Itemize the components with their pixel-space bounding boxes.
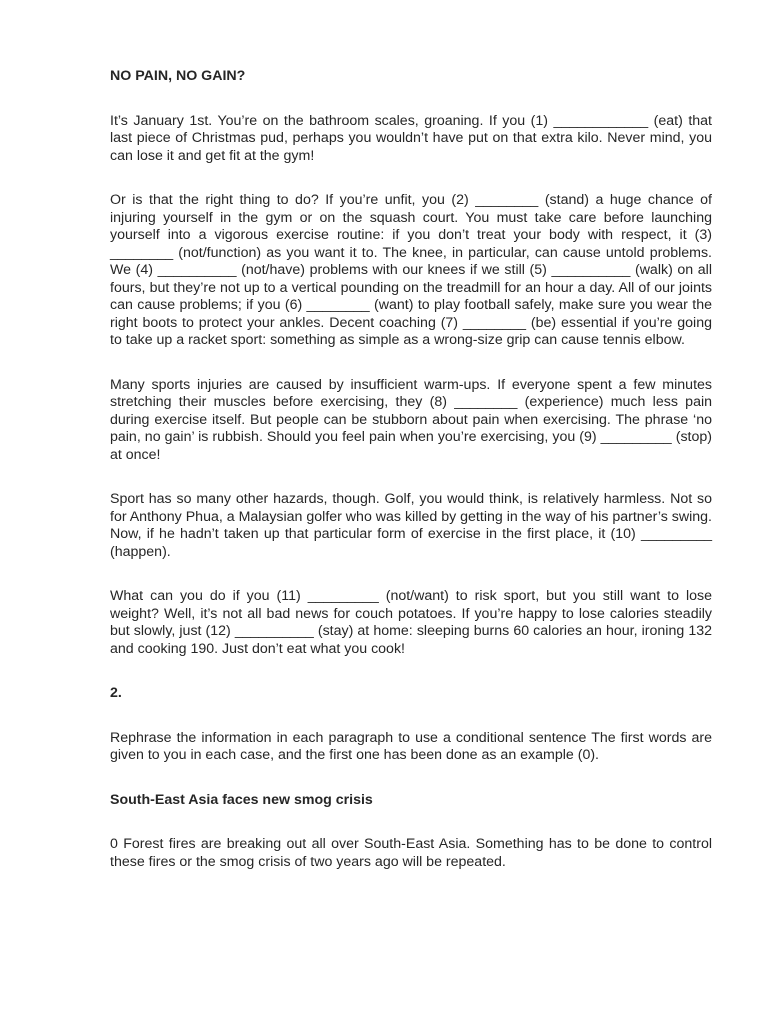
paragraph-1: It’s January 1st. You’re on the bathroom scales, groaning. If you (1) ____________ (eat) that last piece of Christmas pud, perhaps you wouldn’t have put on that extra kilo. Never mind, you can lose it and get fit at the gym! [110,112,712,164]
paragraph-4: Sport has so many other hazards, though. Golf, you would think, is relatively harmless. Not so for Anthony Phua, a Malaysian golfer who was killed by getting in the way of his partner’s swing. Now, if he hadn’t taken up that particular form of exercise in the first place, it (10) _________ (happen). [110,491,712,560]
example-paragraph: 0 Forest fires are breaking out all over South-East Asia. Something has to be done to control these fires or the smog crisis of two years ago will be repeated. [110,836,712,870]
section-subheading: South-East Asia faces new smog crisis [110,791,373,808]
document-content [110,68,712,871]
document-title: NO PAIN, NO GAIN? [110,68,246,84]
paragraph-2: Or is that the right thing to do? If you’re unfit, you (2) ________ (stand) a huge chance of injuring yourself in the gym or on the squash court. You must take care before launching yourself into a vigorous exercise routine: if you don’t treat your body with respect, it (3) ________ (not/function) as you want it to. The knee, in particular, can cause untold problems. We (4) __________ (not/have) problems with our knees if we still (5) __________ (walk) on all fours, but they’re not up to a vertical pounding on the treadmill for an hour a day. All of our joints can cause problems; if you (6) ________ (want) to play football safely, make sure you wear the right boots to protect your ankles. Decent coaching (7) ________ (be) essential if you’re going to take up a racket sport: something as simple as a wrong-size grip can cause tennis elbow. [110,192,712,348]
paragraph-3: Many sports injuries are caused by insufficient warm-ups. If everyone spent a few minutes stretching their muscles before exercising, they (8) ________ (experience) much less pain during exercise itself. But people can be stubborn about pain when exercising. The phrase ‘no pain, no gain’ is rubbish. Should you feel pain when you’re exercising, you (9) _________ (stop) at once! [110,376,712,463]
paragraph-5: What can you do if you (11) _________ (not/want) to risk sport, but you still want to lose weight? Well, it’s not all bad news for couch potatoes. If you’re happy to lose calories steadily but slowly, just (12) __________ (stay) at home: sleeping burns 60 calories an hour, ironing 132 and cooking 190. Just don’t eat what you cook! [110,588,712,657]
section-number: 2. [110,685,122,701]
section-instructions: Rephrase the information in each paragraph to use a conditional sentence The first words are given to you in each case, and the first one has been done as an example (0). [110,729,712,763]
